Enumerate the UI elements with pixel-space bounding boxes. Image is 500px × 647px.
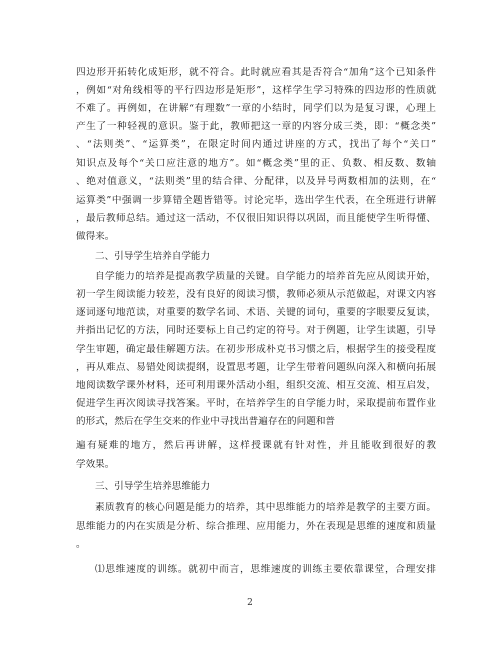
text-line: 、“法则类”、“运算类”，在限定时间内通过讲座的方式，找出了每个“关口” bbox=[76, 139, 436, 150]
text-line: 产生了一种轻视的意识。鉴于此，教师把这一章的内容分成三类，即：“概念类” bbox=[76, 121, 436, 132]
text-line: 地阅读数学课外材料，还可利用课外活动小组，组织交流、相互交流、相互启发， bbox=[76, 380, 436, 391]
text-line: 的形式，然后在学生交来的作业中寻找出普遍存在的问题和普 bbox=[76, 416, 336, 427]
section-heading-self-study: 二、引导学生培养自学能力 bbox=[95, 251, 211, 262]
text-line: 不难了。再例如，在讲解“有理数”一章的小结时，同学们以为是复习课，心理上 bbox=[76, 103, 436, 114]
text-line: 、绝对值意义，“法则类”里的结合律、分配律，以及异号两数相加的法则，在“ bbox=[76, 176, 436, 187]
text-line: 素质教育的核心问题是能力的培养，其中思维能力的培养是教学的主要方面。 bbox=[95, 502, 436, 513]
text-line: 知识点及每个“关口应注意的地方”。如“概念类”里的正、负数、相反数、数轴 bbox=[76, 158, 436, 169]
section-heading-thinking: 三、引导学生培养思维能力 bbox=[95, 481, 211, 492]
text-line: ，最后教师总结。通过这一活动，不仅很旧知识得以巩固，而且能使学生听得懂、 bbox=[76, 213, 436, 224]
page-number: 2 bbox=[247, 598, 253, 608]
text-line: 逐词逐句地范读，对重要的数学名词、术语、关键的词句，重要的字眼要反复读， bbox=[76, 307, 436, 318]
text-line: 做得来。 bbox=[76, 231, 115, 242]
text-line: 学生审题，确定最佳解题方法。在初步形成朴克书习惯之后，根据学生的接受程度 bbox=[76, 344, 436, 355]
text-line: 初一学生阅读能力较差，没有良好的阅读习惯，教师必须从示范做起，对课文内容 bbox=[76, 289, 436, 300]
text-line: 促进学生再次阅读寻找答案。平时，在培养学生的自学能力时，采取提前布置作业 bbox=[76, 398, 436, 409]
text-line: 并指出记忆的方法，同时还要标上自己约定的符号。对于例题，让学生读题，引导 bbox=[76, 325, 436, 336]
text-line: ，例如“对角线相等的平行四边形是矩形”，这样学生学习特殊的四边形的性质就 bbox=[76, 85, 436, 96]
sub-item-thinking-speed: ⑴思维速度的训练。就初中而言，思维速度的训练主要依靠课堂，合理安排 bbox=[95, 564, 436, 575]
text-line: 自学能力的培养是提高教学质量的关键。自学能力的培养首先应从阅读开始， bbox=[95, 271, 436, 282]
text-line: ，再从难点、易错处阅读提纲，设置思考题，让学生带着问题纵向深入和横向拓展 bbox=[76, 362, 436, 373]
text-line: 。 bbox=[76, 539, 86, 550]
text-line: 四边形开拓转化成矩形，就不符合。此时就应看其是否符合“加角”这个已知条件 bbox=[76, 67, 436, 78]
text-line: 运算类”中强调一步算错全题皆错等。讨论完毕，选出学生代表，在全班进行讲解 bbox=[76, 195, 436, 206]
text-line: 思维能力的内在实质是分析、综合推理、应用能力，外在表现是思维的速度和质量 bbox=[76, 521, 436, 532]
text-line: 遍有疑难的地方，然后再讲解，这样授课就有针对性，并且能收到很好的教 bbox=[76, 440, 436, 451]
text-line: 学效果。 bbox=[76, 459, 115, 470]
